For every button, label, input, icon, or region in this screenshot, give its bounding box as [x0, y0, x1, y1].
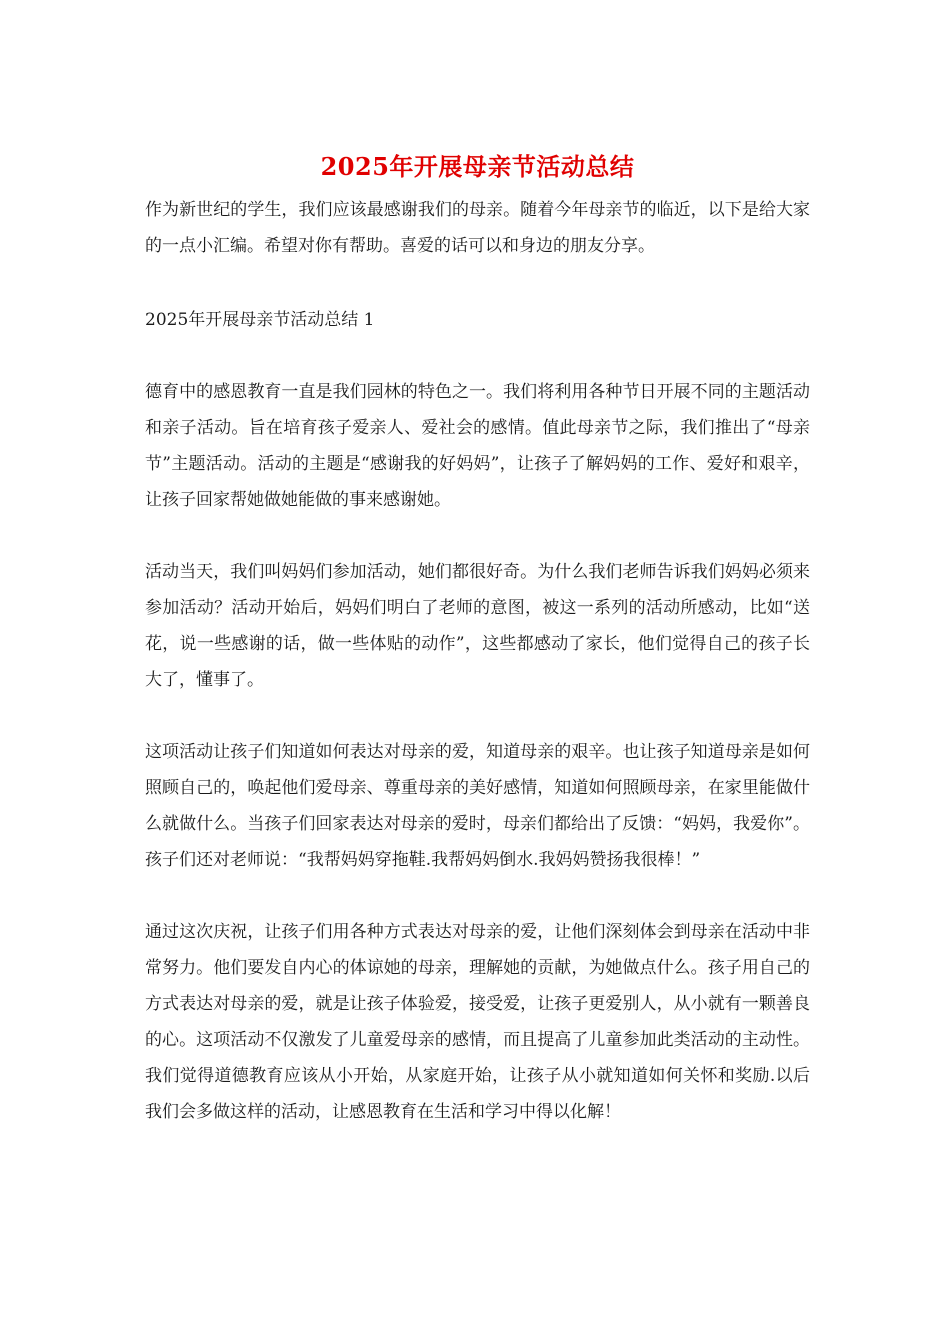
- section-heading: 2025年开展母亲节活动总结 1: [145, 310, 375, 330]
- body-paragraph-3: 这项活动让孩子们知道如何表达对母亲的爱，知道母亲的艰辛。也让孩子知道母亲是如何照顾自己的，唤起他们爱母亲、尊重母亲的美好感情，知道如何照顾母亲，在家里能做什么就做什么。当孩子们回家表达对母亲的爱时，母亲们都给出了反馈：“妈妈，我爱你”。孩子们还对老师说：“我帮妈妈穿拖鞋.我帮妈妈倒水.我妈妈赞扬我很棒！”: [145, 742, 810, 870]
- document-title: 2025年开展母亲节活动总结: [320, 152, 635, 181]
- body-paragraph-2: 活动当天，我们叫妈妈们参加活动，她们都很好奇。为什么我们老师告诉我们妈妈必须来参加活动？活动开始后，妈妈们明白了老师的意图，被这一系列的活动所感动，比如“送花，说一些感谢的话，做一些体贴的动作”，这些都感动了家长，他们觉得自己的孩子长大了，懂事了。: [145, 562, 810, 690]
- document-body: [145, 150, 810, 1130]
- body-paragraph-1: 德育中的感恩教育一直是我们园林的特色之一。我们将利用各种节日开展不同的主题活动和亲子活动。旨在培育孩子爱亲人、爱社会的感情。值此母亲节之际，我们推出了“母亲节”主题活动。活动的主题是“感谢我的好妈妈”，让孩子了解妈妈的工作、爱好和艰辛，让孩子回家帮她做她能做的事来感谢她。: [145, 382, 810, 510]
- intro-paragraph: 作为新世纪的学生，我们应该最感谢我们的母亲。随着今年母亲节的临近，以下是给大家的一点小汇编。希望对你有帮助。喜爱的话可以和身边的朋友分享。: [145, 200, 810, 256]
- body-paragraph-4: 通过这次庆祝，让孩子们用各种方式表达对母亲的爱，让他们深刻体会到母亲在活动中非常努力。他们要发自内心的体谅她的母亲，理解她的贡献，为她做点什么。孩子用自己的方式表达对母亲的爱，就是让孩子体验爱，接受爱，让孩子更爱别人，从小就有一颗善良的心。这项活动不仅激发了儿童爱母亲的感情，而且提高了儿童参加此类活动的主动性。我们觉得道德教育应该从小开始，从家庭开始，让孩子从小就知道如何关怀和奖励.以后我们会多做这样的活动，让感恩教育在生活和学习中得以化解！: [145, 922, 810, 1122]
